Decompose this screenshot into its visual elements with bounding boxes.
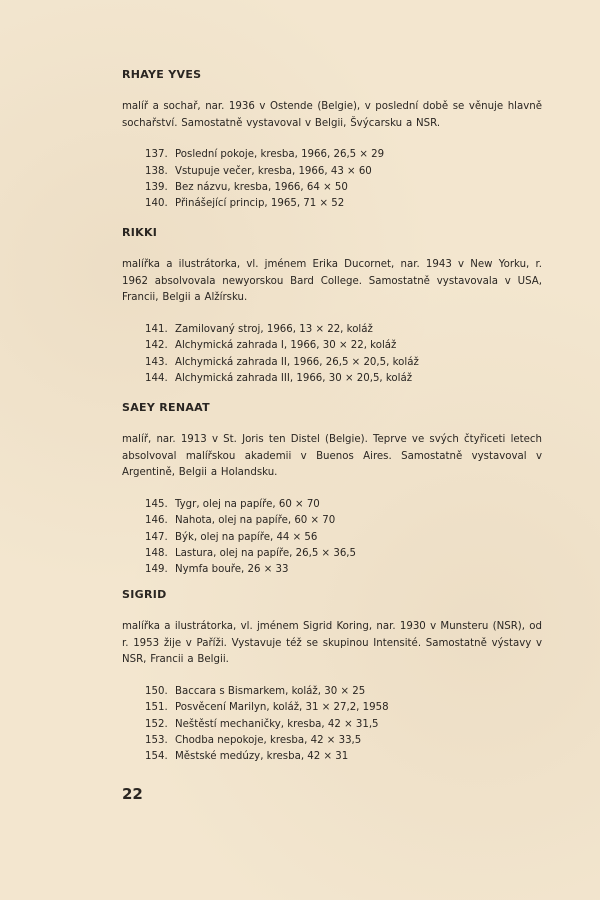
works-list — [122, 684, 542, 766]
artist-name: SIGRID — [122, 588, 167, 601]
work-number: 154. — [145, 751, 168, 763]
work-item — [145, 371, 542, 387]
work-item — [145, 497, 542, 513]
artist-entry-saey-renaat — [122, 401, 542, 579]
work-item — [145, 717, 542, 733]
work-title: Přinášející princip, 1965, 71 × 52 — [175, 198, 345, 210]
work-number: 147. — [145, 531, 168, 543]
work-number: 137. — [145, 149, 168, 161]
work-title: Posvěcení Marilyn, koláž, 31 × 27,2, 1958 — [175, 702, 389, 714]
work-item — [145, 530, 542, 546]
work-title: Nymfa bouře, 26 × 33 — [175, 564, 289, 576]
work-number: 145. — [145, 498, 168, 510]
work-item — [145, 546, 542, 562]
work-title: Bez názvu, kresba, 1966, 64 × 50 — [175, 182, 348, 193]
work-number: 148. — [145, 548, 168, 559]
work-title: Alchymická zahrada III, 1966, 30 × 20,5, koláž — [175, 373, 413, 384]
artist-entry-sigrid — [122, 588, 542, 766]
work-title: Alchymická zahrada I, 1966, 30 × 22, koláž — [175, 340, 397, 352]
work-item — [145, 196, 542, 212]
work-number: 153. — [145, 735, 168, 746]
work-item — [145, 180, 542, 196]
work-number: 142. — [145, 340, 168, 352]
work-title: Býk, olej na papíře, 44 × 56 — [175, 531, 318, 543]
work-item — [145, 355, 542, 371]
work-title: Nahota, olej na papíře, 60 × 70 — [175, 515, 336, 527]
work-title: Městské medúzy, kresba, 42 × 31 — [175, 751, 349, 763]
work-number: 146. — [145, 515, 168, 527]
works-list — [122, 497, 542, 579]
work-title: Baccara s Bismarkem, koláž, 30 × 25 — [175, 685, 366, 697]
work-number: 140. — [145, 198, 168, 210]
artist-name: RHAYE YVES — [122, 68, 202, 81]
work-number: 151. — [145, 702, 168, 714]
work-number: 139. — [145, 182, 168, 193]
work-number: 141. — [145, 323, 168, 335]
work-title: Chodba nepokoje, kresba, 42 × 33,5 — [175, 735, 362, 746]
artist-bio: malířka a ilustrátorka, vl. jménem Sigrid Koring, nar. 1930 v Munsteru (NSR), od r. 1953 žije v Paříži. Vystavuje též se skupinou Intensité. Samostatně výstavy v NSR, Francii a Belgii. — [122, 621, 542, 666]
artist-bio: malíř, nar. 1913 v St. Joris ten Distel (Belgie). Teprve ve svých čtyřiceti letech absolvoval malířskou akademii v Buenos Aires. Samostatně vystavoval v Argentině, Belgii a Holandsku. — [122, 434, 542, 479]
artist-name: SAEY RENAAT — [122, 401, 210, 414]
work-item — [145, 700, 542, 716]
work-item — [145, 322, 542, 338]
work-item — [145, 562, 542, 578]
work-number: 152. — [145, 718, 168, 730]
page-number: 22 — [122, 785, 143, 803]
work-number: 149. — [145, 564, 168, 576]
works-list — [122, 147, 542, 213]
work-item — [145, 513, 542, 529]
artist-bio: malířka a ilustrátorka, vl. jménem Erika Ducornet, nar. 1943 v New Yorku, r. 1962 absolvovala newyorskou Bard College. Samostatně vystavovala v USA, Francii, Belgii a Alžírsku. — [122, 259, 542, 304]
work-item — [145, 338, 542, 354]
work-item — [145, 684, 542, 700]
work-number: 150. — [145, 685, 168, 697]
work-number: 144. — [145, 373, 168, 384]
work-item — [145, 164, 542, 180]
work-item — [145, 147, 542, 163]
work-item — [145, 733, 542, 749]
work-title: Tygr, olej na papíře, 60 × 70 — [175, 498, 320, 510]
artist-bio: malíř a sochař, nar. 1936 v Ostende (Belgie), v poslední době se věnuje hlavně sochařství. Samostatně vystavoval v Belgii, Švýcarsku a NSR. — [122, 101, 542, 129]
work-title: Zamilovaný stroj, 1966, 13 × 22, koláž — [175, 323, 373, 335]
work-title: Neštěstí mechaničky, kresba, 42 × 31,5 — [175, 718, 379, 730]
work-number: 138. — [145, 165, 168, 177]
work-item — [145, 749, 542, 765]
work-number: 143. — [145, 356, 168, 368]
artist-entry-rikki — [122, 226, 542, 387]
work-title: Vstupuje večer, kresba, 1966, 43 × 60 — [175, 165, 372, 177]
artist-name: RIKKI — [122, 226, 158, 239]
artist-entry-rhaye-yves — [122, 68, 542, 213]
work-title: Alchymická zahrada II, 1966, 26,5 × 20,5, koláž — [175, 356, 419, 368]
works-list — [122, 322, 542, 388]
work-title: Lastura, olej na papíře, 26,5 × 36,5 — [175, 548, 357, 559]
work-title: Poslední pokoje, kresba, 1966, 26,5 × 29 — [175, 149, 385, 161]
